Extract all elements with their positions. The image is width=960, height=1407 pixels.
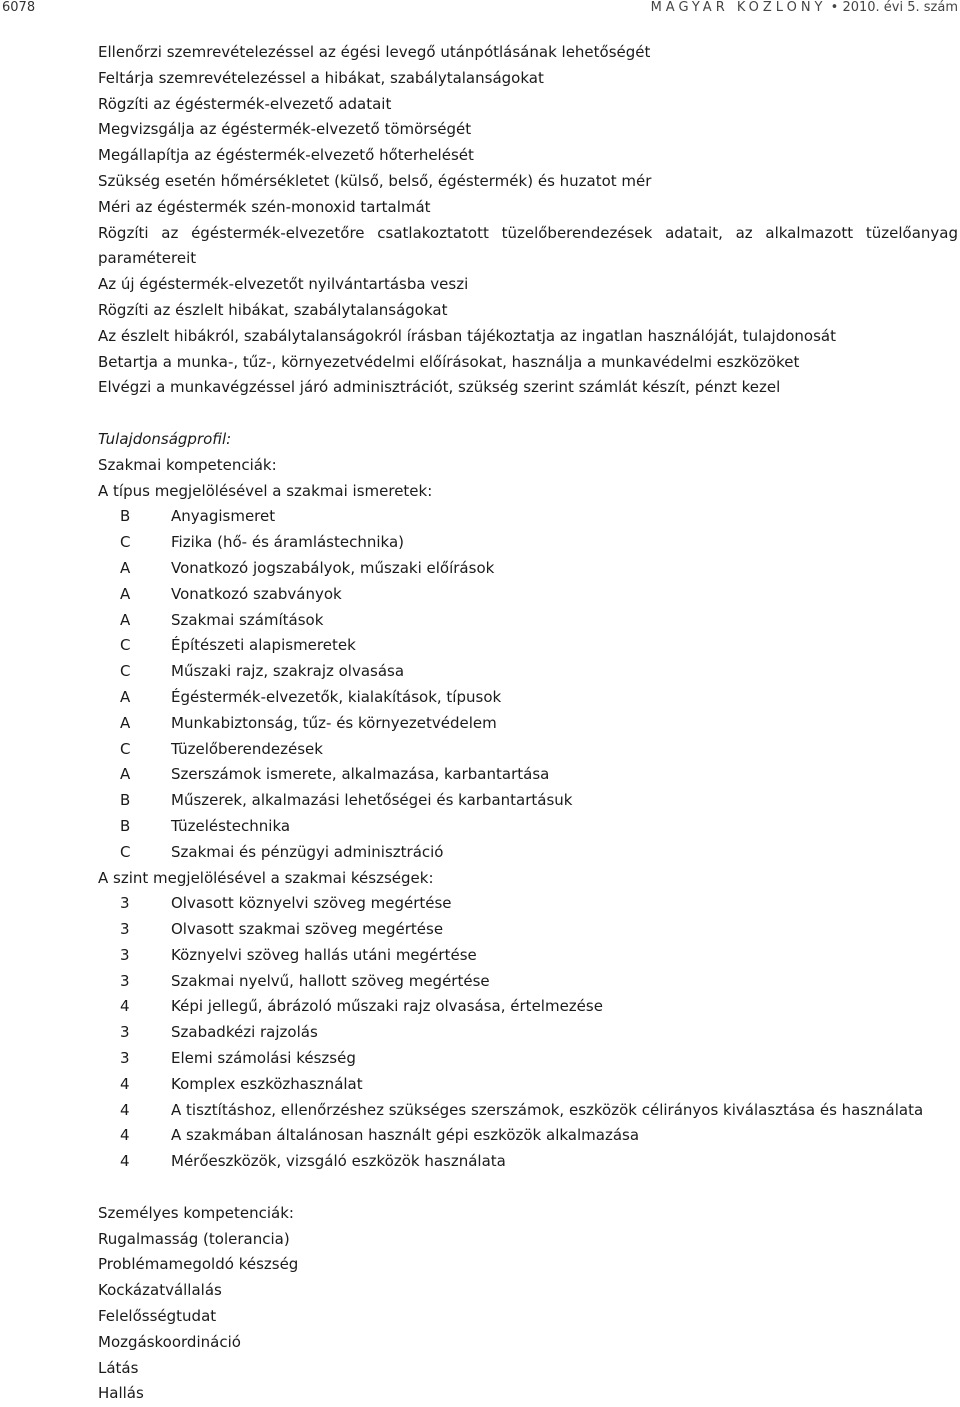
personal-competency-item: Mozgáskoordináció bbox=[98, 1332, 241, 1351]
skills-list bbox=[98, 891, 958, 1175]
knowledge-item bbox=[98, 608, 958, 634]
personal-list bbox=[98, 1227, 958, 1407]
item-text: Elemi számolási készség bbox=[171, 1049, 356, 1068]
skill-item bbox=[98, 1149, 958, 1175]
knowledge-item bbox=[98, 582, 958, 608]
item-text: Tüzeléstechnika bbox=[171, 816, 291, 835]
item-text: Mérőeszközök, vizsgáló eszközök használata bbox=[171, 1152, 506, 1171]
item-text: Vonatkozó jogszabályok, műszaki előírások bbox=[171, 558, 495, 577]
item-text: Szakmai és pénzügyi adminisztráció bbox=[171, 842, 444, 861]
level-code: 3 bbox=[120, 1023, 130, 1042]
personal-competency-item: Hallás bbox=[98, 1384, 144, 1403]
task-line: Megvizsgálja az égéstermék-elvezető tömörségét bbox=[98, 120, 472, 139]
personal-competency-item: Rugalmasság (tolerancia) bbox=[98, 1229, 290, 1248]
journal-title: MAGYAR KÖZLÖNY bbox=[650, 0, 827, 15]
personal-competency-item: Látás bbox=[98, 1358, 139, 1377]
level-code: 3 bbox=[120, 971, 130, 990]
level-code: C bbox=[120, 662, 131, 681]
spacer bbox=[98, 1175, 958, 1201]
item-text: Építészeti alapismeretek bbox=[171, 636, 356, 655]
knowledge-item bbox=[98, 685, 958, 711]
personal-competency-item: Kockázatvállalás bbox=[98, 1281, 222, 1300]
item-text: Égéstermék-elvezetők, kialakítások, típusok bbox=[171, 687, 502, 706]
level-code: C bbox=[120, 636, 131, 655]
knowledge-list bbox=[98, 504, 958, 865]
knowledge-item bbox=[98, 530, 958, 556]
level-code: B bbox=[120, 816, 131, 835]
spacer bbox=[98, 401, 958, 427]
item-text: Műszerek, alkalmazási lehetőségei és karbantartásuk bbox=[171, 791, 573, 810]
skill-item bbox=[98, 943, 958, 969]
item-text: Szakmai nyelvű, hallott szöveg megértése bbox=[171, 971, 490, 990]
task-line: Elvégzi a munkavégzéssel járó adminisztrációt, szükség szerint számlát készít, pénzt kezel bbox=[98, 378, 781, 397]
personal-competencies-title: Személyes kompetenciák: bbox=[98, 1203, 294, 1222]
level-code: 4 bbox=[120, 997, 130, 1016]
level-code: B bbox=[120, 507, 131, 526]
task-line: Méri az égéstermék szén-monoxid tartalmát bbox=[98, 197, 431, 216]
task-line: Feltárja szemrevételezéssel a hibákat, szabálytalanságokat bbox=[98, 68, 544, 87]
bullet-separator: • bbox=[830, 0, 839, 15]
item-text: Komplex eszközhasználat bbox=[171, 1074, 363, 1093]
item-text: Olvasott szakmai szöveg megértése bbox=[171, 920, 444, 939]
knowledge-title: A típus megjelölésével a szakmai ismeretek: bbox=[98, 481, 433, 500]
level-code: 3 bbox=[120, 894, 130, 913]
task-line: paramétereit bbox=[98, 249, 197, 268]
knowledge-item bbox=[98, 840, 958, 866]
task-line: Az észlelt hibákról, szabálytalanságokról írásban tájékoztatja az ingatlan használóját, tulajdonosát bbox=[98, 326, 836, 345]
skill-item bbox=[98, 994, 958, 1020]
page-number: 6078 bbox=[2, 0, 36, 15]
level-code: A bbox=[120, 610, 131, 629]
skill-item bbox=[98, 1098, 958, 1124]
level-code: 3 bbox=[120, 920, 130, 939]
item-text: A szakmában általánosan használt gépi eszközök alkalmazása bbox=[171, 1126, 640, 1145]
item-text: Fizika (hő- és áramlástechnika) bbox=[171, 533, 404, 552]
page-header bbox=[0, 0, 960, 24]
skill-item bbox=[98, 1072, 958, 1098]
task-line: Szükség esetén hőmérsékletet (külső, belső, égéstermék) és huzatot mér bbox=[98, 171, 652, 190]
task-line: Ellenőrzi szemrevételezéssel az égési levegő utánpótlásának lehetőségét bbox=[98, 43, 651, 61]
level-code: 4 bbox=[120, 1074, 130, 1093]
level-code: 4 bbox=[120, 1126, 130, 1145]
skill-item bbox=[98, 891, 958, 917]
item-text: Képi jellegű, ábrázoló műszaki rajz olvasása, értelmezése bbox=[171, 997, 603, 1016]
skill-item bbox=[98, 969, 958, 995]
level-code: 3 bbox=[120, 1049, 130, 1068]
task-line: Megállapítja az égéstermék-elvezető hőterhelését bbox=[98, 146, 474, 165]
knowledge-item bbox=[98, 711, 958, 737]
task-list bbox=[98, 40, 958, 221]
profile-title: Tulajdonságprofil: bbox=[98, 429, 232, 448]
task-line: Rögzíti az égéstermék-elvezetőre csatlakoztatott tüzelőberendezések adatait, az alkalmazott tüzelőanyag bbox=[98, 223, 958, 242]
task-line: Rögzíti az égéstermék-elvezető adatait bbox=[98, 94, 392, 113]
item-text: Anyagismeret bbox=[171, 507, 276, 526]
item-text: Szerszámok ismerete, alkalmazása, karbantartása bbox=[171, 765, 550, 784]
item-text: Szabadkézi rajzolás bbox=[171, 1023, 318, 1042]
task-line: Rögzíti az észlelt hibákat, szabálytalanságokat bbox=[98, 300, 448, 319]
item-text: Munkabiztonság, tűz- és környezetvédelem bbox=[171, 713, 497, 732]
level-code: 3 bbox=[120, 945, 130, 964]
level-code: A bbox=[120, 584, 131, 603]
level-code: B bbox=[120, 791, 131, 810]
knowledge-item bbox=[98, 814, 958, 840]
task-line: Betartja a munka-, tűz-, környezetvédelmi előírásokat, használja a munkavédelmi eszközöket bbox=[98, 352, 800, 371]
level-code: A bbox=[120, 558, 131, 577]
level-code: A bbox=[120, 687, 131, 706]
item-text: Szakmai számítások bbox=[171, 610, 324, 629]
skills-title: A szint megjelölésével a szakmai készségek: bbox=[98, 868, 434, 887]
item-text: Műszaki rajz, szakrajz olvasása bbox=[171, 662, 405, 681]
knowledge-item bbox=[98, 504, 958, 530]
level-code: C bbox=[120, 842, 131, 861]
skill-item bbox=[98, 917, 958, 943]
knowledge-item bbox=[98, 788, 958, 814]
level-code: C bbox=[120, 739, 131, 758]
knowledge-item bbox=[98, 556, 958, 582]
skill-item bbox=[98, 1123, 958, 1149]
task-line: Az új égéstermék-elvezetőt nyilvántartásba veszi bbox=[98, 275, 469, 294]
skill-item bbox=[98, 1020, 958, 1046]
journal-info bbox=[651, 0, 958, 15]
level-code: C bbox=[120, 533, 131, 552]
item-text: Vonatkozó szabványok bbox=[171, 584, 342, 603]
professional-competencies-title: Szakmai kompetenciák: bbox=[98, 455, 277, 474]
knowledge-item bbox=[98, 737, 958, 763]
document-body bbox=[98, 40, 958, 1407]
item-text: Olvasott köznyelvi szöveg megértése bbox=[171, 894, 452, 913]
level-code: A bbox=[120, 765, 131, 784]
issue-label: 2010. évi 5. szám bbox=[842, 0, 958, 15]
knowledge-item bbox=[98, 762, 958, 788]
skill-item bbox=[98, 1046, 958, 1072]
item-text: Tüzelőberendezések bbox=[171, 739, 323, 758]
personal-competency-item: Problémamegoldó készség bbox=[98, 1255, 299, 1274]
task-list-continued bbox=[98, 272, 958, 401]
knowledge-item bbox=[98, 633, 958, 659]
personal-competency-item: Felelősségtudat bbox=[98, 1307, 217, 1326]
item-text: Köznyelvi szöveg hallás utáni megértése bbox=[171, 945, 477, 964]
knowledge-item bbox=[98, 659, 958, 685]
level-code: A bbox=[120, 713, 131, 732]
level-code: 4 bbox=[120, 1152, 130, 1171]
item-text: A tisztításhoz, ellenőrzéshez szükséges szerszámok, eszközök célirányos kiválasztása és használata bbox=[171, 1100, 924, 1119]
level-code: 4 bbox=[120, 1100, 130, 1119]
